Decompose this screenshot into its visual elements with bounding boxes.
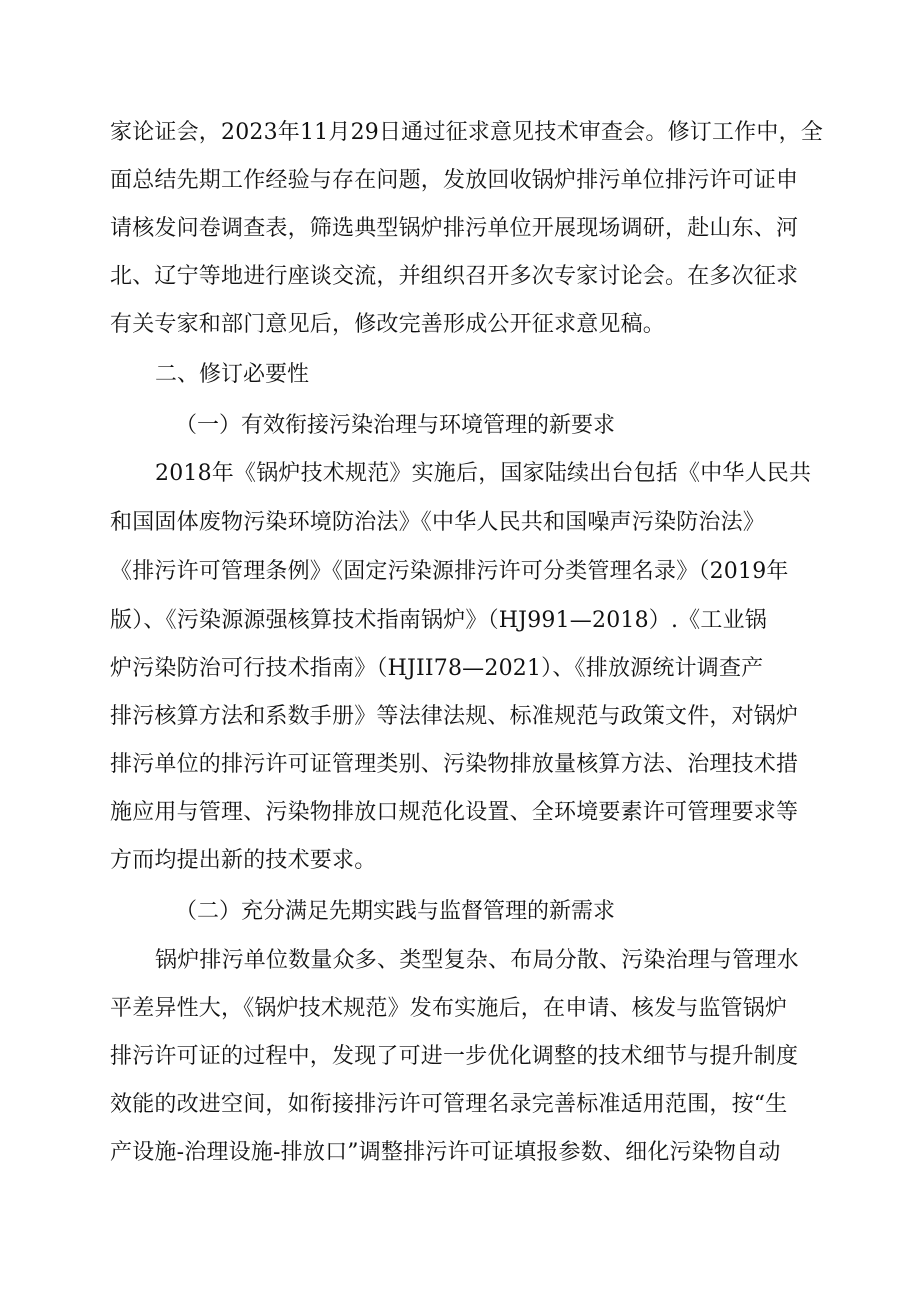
paragraph-line: 《排污许可管理条例》《固定污染源排污许可分类管理名录》（2019年 bbox=[110, 559, 789, 584]
paragraph-line: 锅炉排污单位数量众多、类型复杂、布局分散、污染治理与管理水 bbox=[155, 948, 799, 973]
subsection-heading: （一）有效衔接污染治理与环境管理的新要求 bbox=[175, 413, 616, 438]
section-title: 二、修订必要性 bbox=[155, 362, 310, 387]
paragraph-line: 排污许可证的过程中，发现了可进一步优化调整的技术细节与提升制度 bbox=[110, 1044, 799, 1069]
paragraph-line: 家论证会，2023年11月29日通过征求意见技术审查会。修订工作中，全 bbox=[110, 120, 823, 145]
paragraph-line: 2018年《锅炉技术规范》实施后，国家陆续出台包括《中华人民共 bbox=[155, 461, 812, 486]
paragraph-line: 面总结先期工作经验与存在问题，发放回收锅炉排污单位排污许可证申 bbox=[110, 168, 799, 193]
paragraph-line: 平差异性大，《锅炉技术规范》发布实施后，在申请、核发与监管锅炉 bbox=[110, 996, 788, 1021]
paragraph-line: 排污单位的排污许可证管理类别、污染物排放量核算方法、治理技术措 bbox=[110, 752, 799, 777]
paragraph-line: 北、辽宁等地进行座谈交流，并组织召开多次专家讨论会。在多次征求 bbox=[110, 264, 799, 289]
paragraph-line: 方而均提出新的技术要求。 bbox=[110, 848, 377, 873]
paragraph-line: 产设施-治理设施-排放口”调整排污许可证填报参数、细化污染物自动 bbox=[110, 1140, 781, 1165]
paragraph-line: 炉污染防治可行技术指南》（HJII78—2021）、《排放源统计调查产 bbox=[110, 656, 764, 681]
paragraph-line: 有关专家和部门意见后，修改完善形成公开征求意见稿。 bbox=[110, 312, 666, 337]
subsection-heading: （二）充分满足先期实践与监督管理的新需求 bbox=[175, 899, 616, 924]
paragraph-line: 排污核算方法和系数手册》等法律法规、标准规范与政策文件，对锅炉 bbox=[110, 704, 799, 729]
paragraph-line: 版）、《污染源源强核算技术指南锅炉》（HJ991—2018）.《工业锅 bbox=[110, 608, 767, 633]
paragraph-line: 效能的改进空间，如衔接排污许可管理名录完善标准适用范围，按“生 bbox=[110, 1092, 788, 1117]
paragraph-line: 和国固体废物污染环境防治法》《中华人民共和国噪声污染防治法》 bbox=[110, 510, 766, 535]
paragraph-line: 请核发问卷调查表，筛选典型锅炉排污单位开展现场调研，赴山东、河 bbox=[110, 216, 799, 241]
paragraph-line: 施应用与管理、污染物排放口规范化设置、全环境要素许可管理要求等 bbox=[110, 800, 799, 825]
